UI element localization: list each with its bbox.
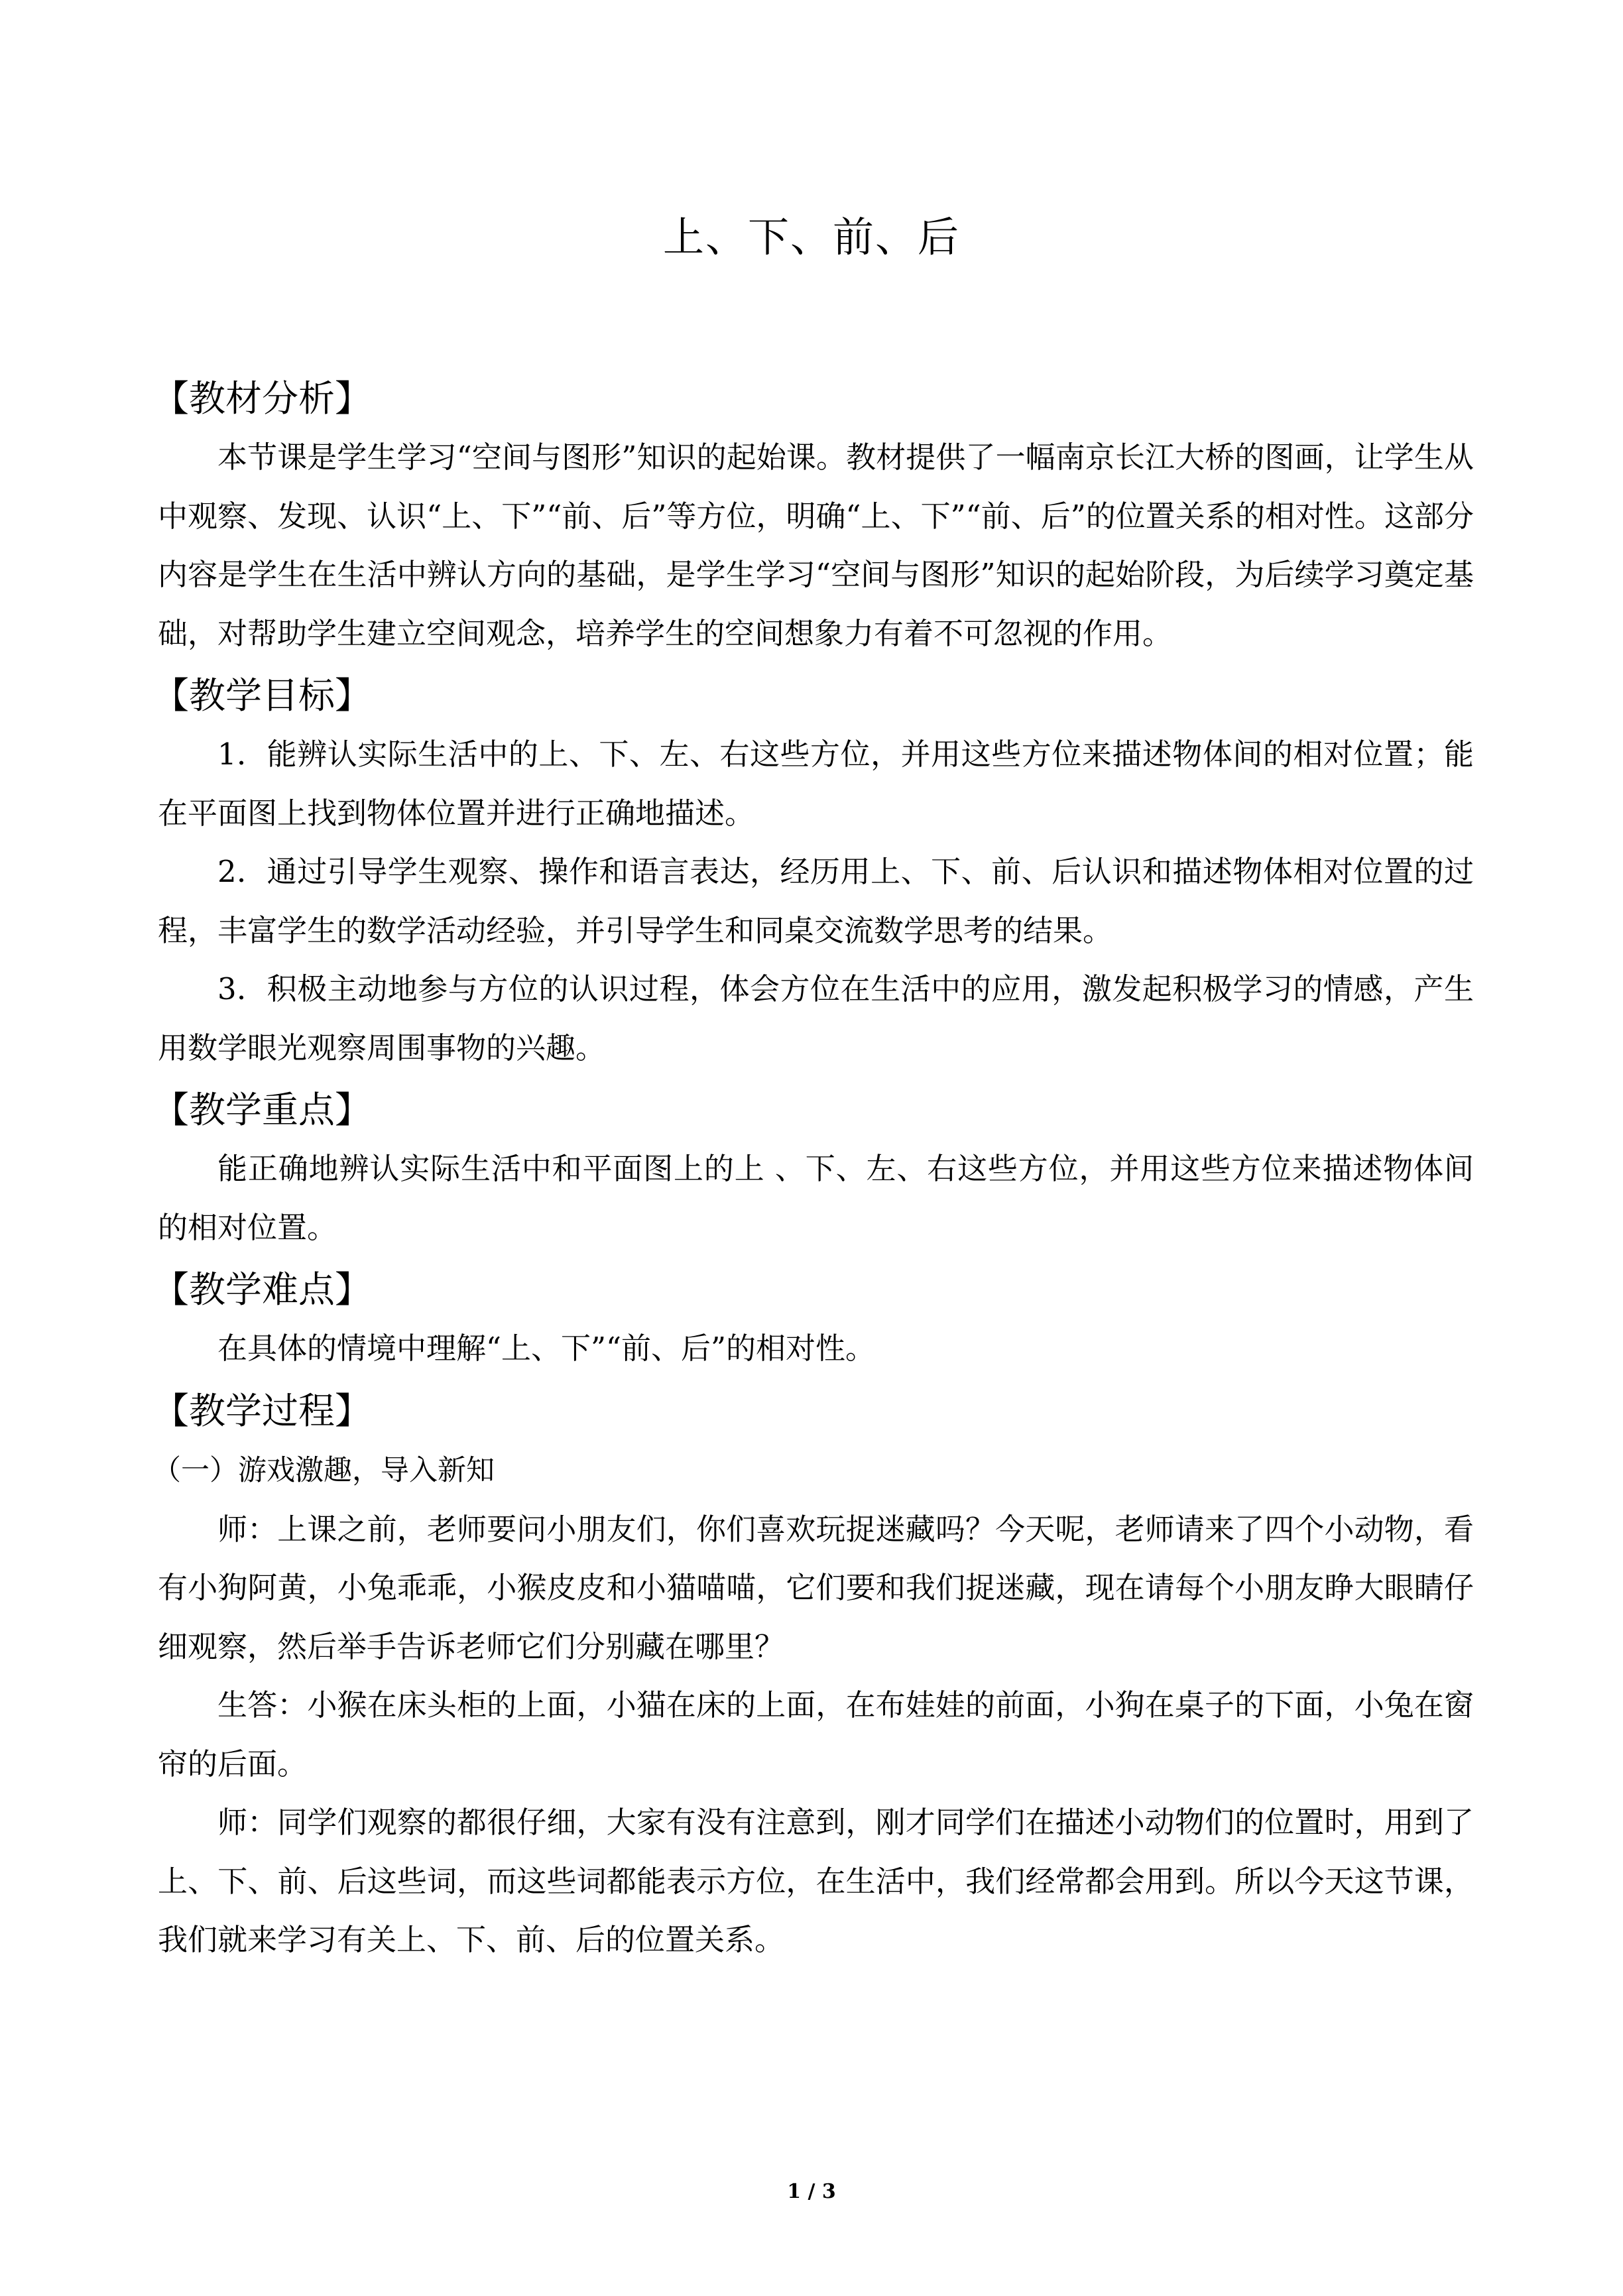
section-heading-teaching-objectives: 【教学目标】 bbox=[152, 674, 372, 717]
paragraph: 本节课是学生学习“空间与图形”知识的起始课。教材提供了一幅南京长江大桥的图画，让学生从中观察、发现、认识“上、下”“前、后”等方位，明确“上、下”“前、后”的位置关系的相对性。这部分内容是学生在生活中辨认方向的基础，是学生学习“空间与图形”知识的起始阶段，为后续学习奠定基础，对帮助学生建立空间观念，培养学生的空间想象力有着不可忽视的作用。 bbox=[158, 440, 1474, 651]
paragraph: 生答：小猴在床头柜的上面，小猫在床的上面，在布娃娃的前面，小狗在桌子的下面，小兔在窗帘的后面。 bbox=[158, 1687, 1474, 1782]
page-number: 1 / 3 bbox=[787, 2180, 836, 2203]
section-heading-difficulties: 【教学难点】 bbox=[152, 1268, 372, 1311]
paragraph: 师：上课之前，老师要问小朋友们，你们喜欢玩捉迷藏吗？今天呢，老师请来了四个小动物，看有小狗阿黄，小兔乖乖，小猴皮皮和小猫喵喵，它们要和我们捉迷藏，现在请每个小朋友睁大眼睛仔细观察，然后举手告诉老师它们分别藏在哪里？ bbox=[158, 1511, 1474, 1664]
subsection-label: （一）游戏激趣，导入新知 bbox=[152, 1453, 495, 1487]
paragraph: 能正确地辨认实际生活中和平面图上的上 、下、左、右这些方位，并用这些方位来描述物体间的相对位置。 bbox=[158, 1151, 1474, 1245]
paragraph: 师：同学们观察的都很仔细，大家有没有注意到，刚才同学们在描述小动物们的位置时，用到了上、下、前、后这些词，而这些词都能表示方位，在生活中，我们经常都会用到。所以今天这节课，我们就来学习有关上、下、前、后的位置关系。 bbox=[158, 1805, 1474, 1957]
paragraph: 1．能辨认实际生活中的上、下、左、右这些方位，并用这些方位来描述物体间的相对位置；能在平面图上找到物体位置并进行正确地描述。 bbox=[158, 737, 1474, 831]
section-heading-key-points: 【教学重点】 bbox=[152, 1089, 372, 1131]
section-heading-teaching-process: 【教学过程】 bbox=[152, 1389, 372, 1432]
document-title: 上、下、前、后 bbox=[662, 213, 960, 261]
section-heading-textbook-analysis: 【教材分析】 bbox=[152, 377, 372, 420]
paragraph: 2．通过引导学生观察、操作和语言表达，经历用上、下、前、后认识和描述物体相对位置的过程，丰富学生的数学活动经验，并引导学生和同桌交流数学思考的结果。 bbox=[158, 854, 1474, 948]
paragraph: 3．积极主动地参与方位的认识过程，体会方位在生活中的应用，激发起积极学习的情感，产生用数学眼光观察周围事物的兴趣。 bbox=[158, 971, 1474, 1065]
paragraph: 在具体的情境中理解“上、下”“前、后”的相对性。 bbox=[217, 1331, 876, 1366]
document-body bbox=[152, 369, 1474, 1970]
